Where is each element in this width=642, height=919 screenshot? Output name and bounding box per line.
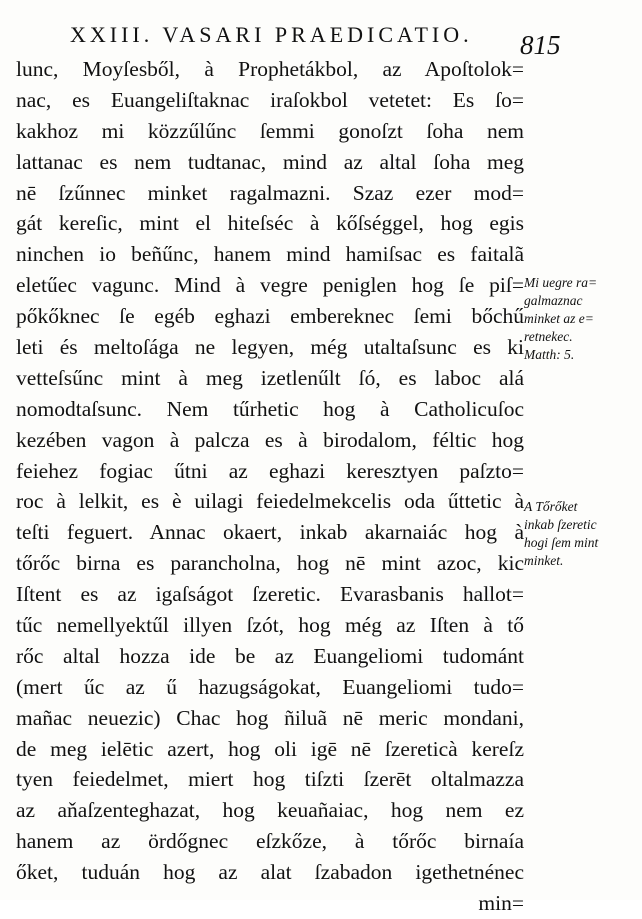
margin-note: [524, 274, 597, 364]
text-line: tőrőc birna es parancholna, hog nē mint azoc, kic: [16, 551, 524, 576]
text-line: teſti feguert. Annac okaert, inkab akarnaiác hog à: [16, 520, 524, 545]
margin-note-line: galmaznac: [524, 293, 583, 308]
text-line: vetteſsűnc mint à meg izetlenűlt ſó, es laboc alá: [16, 365, 524, 390]
text-line: rőc altal hozza ide be az Euangeliomi tudománt: [16, 643, 524, 668]
margin-note-line: Matth: 5.: [524, 347, 575, 362]
margin-note-line: inkab ſzeretic: [524, 517, 597, 532]
text-line: eletűec vagunc. Mind à vegre peniglen hog ſe piſ=: [16, 273, 524, 298]
margin-note-line: A Tőrőket: [524, 499, 578, 514]
text-line: mañac neuezic) Chac hog ñiluã nē meric mondani,: [16, 705, 524, 730]
text-line: nomodtaſsunc. Nem tűrhetic hog à Catholicuſoc: [16, 396, 524, 421]
margin-note-line: hogi ſem mint: [524, 535, 599, 550]
text-line: kezében vagon à palcza es à birodalom, féltic hog: [16, 427, 524, 452]
text-line: feiehez fogiac űtni az eghazi keresztyen paſzto=: [16, 458, 524, 483]
text-line: de meg ielētic azert, hog oli igē nē ſzereticà kereſz: [16, 736, 524, 761]
text-line: az aňaſzenteghazat, hog keuañaiac, hog nem ez: [16, 798, 524, 823]
body-text: [16, 54, 524, 919]
margin-note-line: Mi uegre ra=: [524, 275, 598, 290]
text-line: ninchen io beñűnc, hanem mind hamiſsac es faitalã: [16, 242, 524, 267]
text-line: nē ſzűnnec minket ragalmazni. Szaz ezer mod=: [16, 180, 524, 205]
margin-note-line: minket az e=: [524, 311, 594, 326]
text-line: tyen feiedelmet, miert hog tiſzti ſzerēt oltalmazza: [16, 767, 524, 792]
text-line: roc à lelkit, es è uilagi feiedelmekcelis oda űttetic à: [16, 489, 524, 514]
text-line: kakhoz mi közzűlűnc ſemmi gonoſzt ſoha nem: [16, 118, 524, 143]
text-line: lattanac es nem tudtanac, mind az altal ſoha meg: [16, 149, 524, 174]
text-line: leti és meltoſága ne legyen, még utaltaſsunc es ki: [16, 335, 524, 360]
text-line: (mert űc az ű hazugságokat, Euangeliomi tudo=: [16, 674, 524, 699]
page-number: 815: [520, 30, 561, 60]
text-line: tűc nemellyektűl illyen ſzót, hog még az Iſten à tő: [16, 613, 524, 638]
margin-note: [524, 498, 598, 570]
text-line: Iſtent es az igaſságot ſzeretic. Evarasbanis hallot=: [16, 582, 524, 607]
text-line: pőkőknec ſe egéb eghazi embereknec ſemi bőchű: [16, 304, 524, 329]
text-line: gát kereſic, mint el hiteſséc à kőſséggel, hog egis: [16, 211, 524, 236]
margin-note-line: retnekec.: [524, 329, 573, 344]
text-line: őket, tuduán hog az alat ſzabadon igethetnénec: [16, 860, 524, 885]
text-line: nac, es Euangeliſtaknac iraſokbol vetetet: Es ſo=: [16, 87, 524, 112]
running-head: XXIII. VASARI PRAEDICATIO.: [70, 22, 473, 47]
margin-note-line: minket.: [524, 553, 564, 568]
text-line: hanem az ördőgnec eſzkőze, à tőrőc birnaía: [16, 829, 524, 854]
catchword: min=: [478, 891, 524, 916]
text-line: lunc, Moyſesből, à Prophetákbol, az Apoſtolok=: [16, 57, 524, 81]
